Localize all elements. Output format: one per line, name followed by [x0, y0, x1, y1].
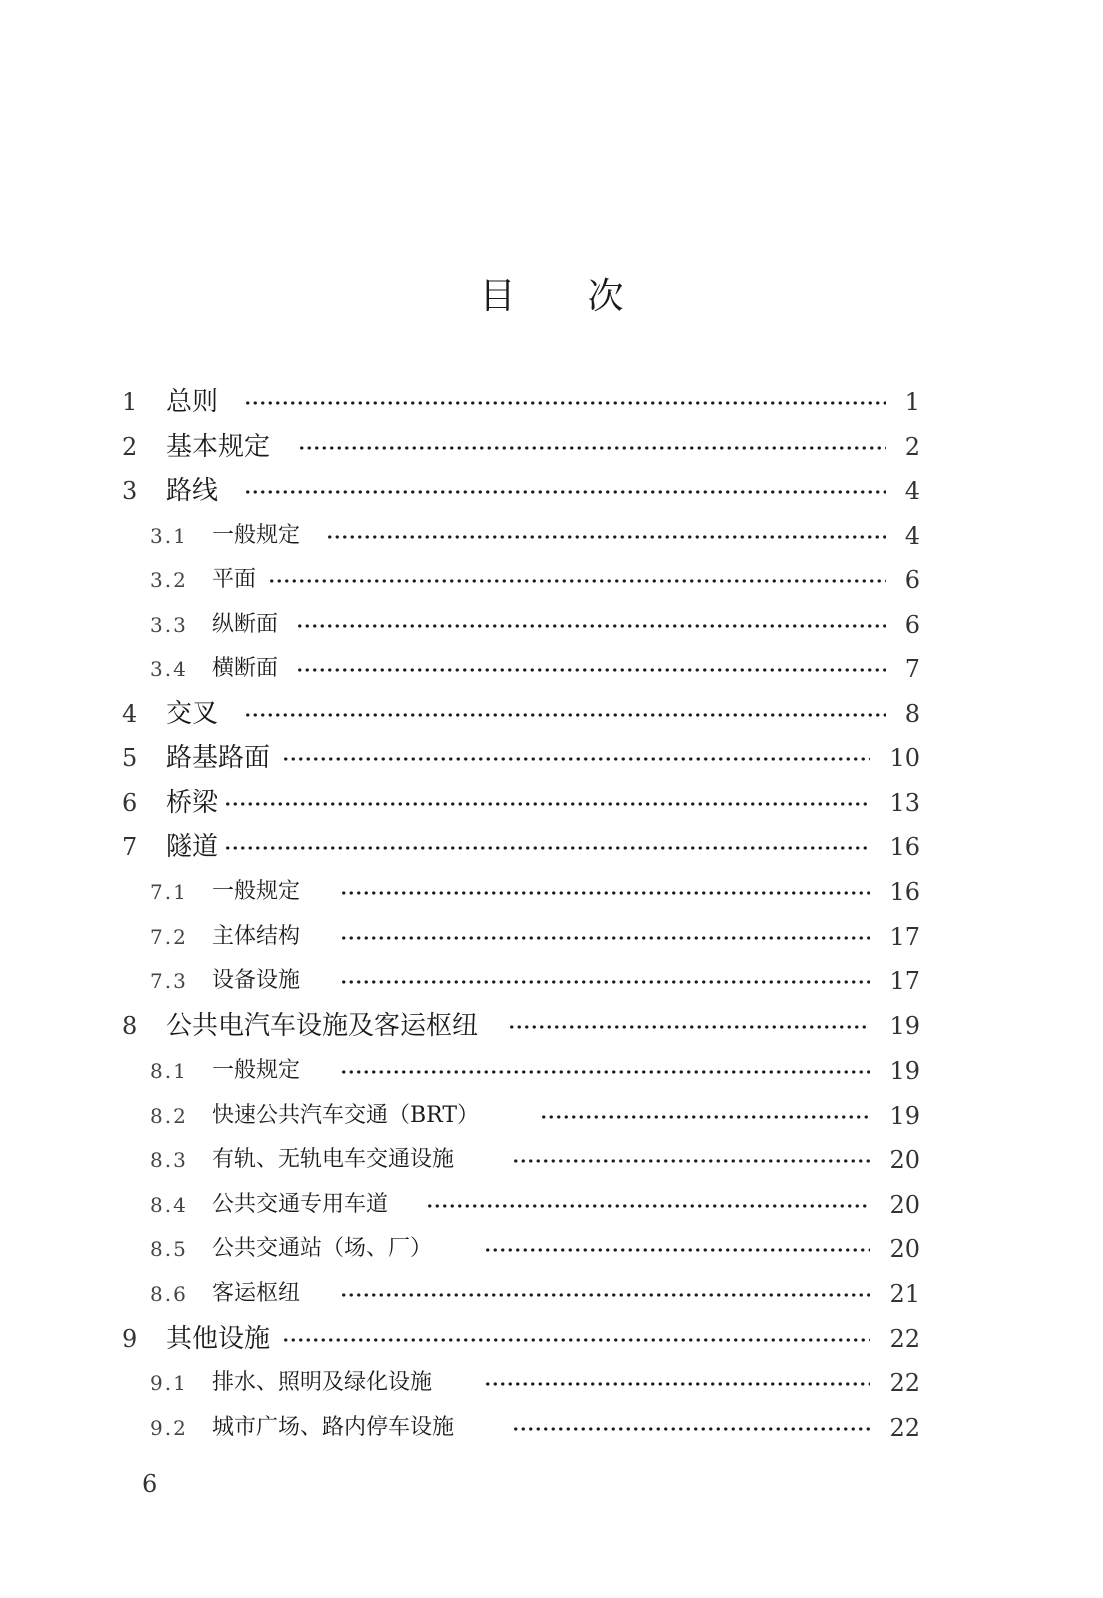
toc-entry[interactable]	[0, 1361, 1103, 1405]
dot-leader	[484, 1382, 870, 1386]
toc-entry-title: 公共交通专用车道	[212, 1192, 389, 1217]
toc-entry[interactable]	[0, 1317, 1103, 1361]
toc-entry-number: 5	[122, 744, 138, 772]
toc-entry-page: 1	[904, 388, 920, 416]
toc-entry-number: 8.1	[150, 1059, 188, 1083]
dot-leader	[512, 1159, 870, 1163]
toc-entry-page: 7	[904, 655, 920, 683]
toc-entry[interactable]	[0, 915, 1103, 959]
dot-leader	[340, 980, 870, 984]
dot-leader	[224, 802, 870, 806]
dot-leader	[298, 446, 886, 450]
toc-entry-title: 基本规定	[166, 432, 271, 462]
dot-leader	[340, 1070, 870, 1074]
toc-entry-page: 19	[889, 1057, 920, 1085]
toc-entry[interactable]	[0, 603, 1103, 647]
toc-entry[interactable]	[0, 825, 1103, 869]
toc-entry[interactable]	[0, 1406, 1103, 1450]
page-number: 6	[142, 1470, 158, 1498]
toc-entry-number: 2	[122, 433, 138, 461]
dot-leader	[244, 713, 886, 717]
toc-entry-page: 22	[889, 1325, 920, 1353]
toc-entry-page: 21	[889, 1280, 920, 1308]
dot-leader	[224, 846, 870, 850]
toc-entry-page: 20	[889, 1235, 920, 1263]
toc-entry[interactable]	[0, 1183, 1103, 1227]
dot-leader	[282, 1338, 870, 1342]
toc-entry-title: 排水、照明及绿化设施	[212, 1370, 433, 1395]
page-title-right: 次	[587, 276, 624, 317]
toc-entry-page: 20	[889, 1191, 920, 1219]
toc-entry-title: 主体结构	[212, 924, 301, 949]
toc-entry-number: 7.3	[150, 969, 188, 993]
toc-entry-title: 一般规定	[212, 1058, 301, 1083]
toc-entry-number: 8.2	[150, 1104, 188, 1128]
toc-entry[interactable]	[0, 736, 1103, 780]
toc-entry-title: 一般规定	[212, 523, 301, 548]
dot-leader	[244, 490, 886, 494]
toc-entry-number: 4	[122, 700, 138, 728]
toc-entry[interactable]	[0, 558, 1103, 602]
toc-entry-number: 8	[122, 1012, 138, 1040]
page-title	[0, 268, 1103, 319]
dot-leader	[296, 624, 886, 628]
dot-leader	[340, 891, 870, 895]
toc-entry[interactable]	[0, 692, 1103, 736]
toc-entry-number: 7.2	[150, 925, 188, 949]
toc-entry-page: 6	[904, 566, 920, 594]
toc-entry-title: 客运枢纽	[212, 1281, 301, 1306]
toc-entry[interactable]	[0, 1094, 1103, 1138]
toc-entry-page: 22	[889, 1414, 920, 1442]
toc-entry-title: 公共交通站（场、厂）	[212, 1236, 433, 1261]
toc-entry-number: 3	[122, 477, 138, 505]
toc-entry-title: 平面	[212, 567, 257, 592]
dot-leader	[340, 936, 870, 940]
toc-entry[interactable]	[0, 425, 1103, 469]
toc-entry-page: 10	[889, 744, 920, 772]
toc-entry-number: 8.4	[150, 1193, 188, 1217]
toc-entry[interactable]	[0, 647, 1103, 691]
toc-entry-number: 6	[122, 789, 138, 817]
toc-entry-page: 16	[889, 878, 920, 906]
toc-entry[interactable]	[0, 1049, 1103, 1093]
toc-entry-title: 交叉	[166, 699, 219, 729]
toc-entry-number: 9.1	[150, 1371, 188, 1395]
toc-entry-title: 隧道	[166, 832, 219, 862]
dot-leader	[512, 1427, 870, 1431]
toc-entry-title: 横断面	[212, 656, 279, 681]
toc-entry-number: 9	[122, 1325, 138, 1353]
toc-entry-title: 路基路面	[166, 743, 271, 773]
page-title-left: 目	[479, 276, 516, 317]
toc-entry-page: 22	[889, 1369, 920, 1397]
toc-entry[interactable]	[0, 1004, 1103, 1048]
toc-entry-number: 3.4	[150, 657, 188, 681]
toc-entry-title: 总则	[166, 387, 219, 417]
toc-entry[interactable]	[0, 514, 1103, 558]
toc-entry[interactable]	[0, 380, 1103, 424]
dot-leader	[282, 757, 870, 761]
toc-entry-page: 17	[889, 967, 920, 995]
toc-entry[interactable]	[0, 1138, 1103, 1182]
dot-leader	[244, 401, 886, 405]
dot-leader	[326, 535, 886, 539]
toc-entry[interactable]	[0, 781, 1103, 825]
toc-entry-number: 1	[122, 388, 138, 416]
dot-leader	[268, 579, 886, 583]
toc-entry-title: 纵断面	[212, 612, 279, 637]
toc-entry-number: 8.5	[150, 1237, 188, 1261]
toc-entry-page: 16	[889, 833, 920, 861]
toc-entry-title: 一般规定	[212, 879, 301, 904]
toc-entry-page: 19	[889, 1102, 920, 1130]
toc-entry-number: 7.1	[150, 880, 188, 904]
toc-entry-title: 设备设施	[212, 968, 301, 993]
toc-entry-title: 有轨、无轨电车交通设施	[212, 1147, 455, 1172]
toc-entry-title: 公共电汽车设施及客运枢纽	[166, 1011, 479, 1041]
dot-leader	[340, 1293, 870, 1297]
toc-entry-page: 20	[889, 1146, 920, 1174]
dot-leader	[426, 1204, 870, 1208]
toc-entry-number: 7	[122, 833, 138, 861]
toc-entry[interactable]	[0, 959, 1103, 1003]
toc-entry-number: 8.3	[150, 1148, 188, 1172]
toc-entry-page: 2	[904, 433, 920, 461]
toc-entry-number: 3.3	[150, 613, 188, 637]
dot-leader	[484, 1248, 870, 1252]
toc-entry-page: 19	[889, 1012, 920, 1040]
toc-entry-title: 快速公共汽车交通（BRT）	[212, 1103, 480, 1128]
toc-entry-number: 9.2	[150, 1416, 188, 1440]
toc-entry[interactable]	[0, 1272, 1103, 1316]
toc-entry-page: 8	[904, 700, 920, 728]
toc-entry-number: 3.1	[150, 524, 188, 548]
toc-entry-title: 其他设施	[166, 1324, 271, 1354]
toc-entry-number: 3.2	[150, 568, 188, 592]
toc-entry-title: 城市广场、路内停车设施	[212, 1415, 455, 1440]
toc-entry[interactable]	[0, 1227, 1103, 1271]
toc-entry-number: 8.6	[150, 1282, 188, 1306]
dot-leader	[296, 668, 886, 672]
toc-entry-page: 17	[889, 923, 920, 951]
dot-leader	[508, 1025, 870, 1029]
toc-entry-page: 4	[904, 522, 920, 550]
dot-leader	[540, 1115, 870, 1119]
toc-entry[interactable]	[0, 469, 1103, 513]
toc-entry-page: 6	[904, 611, 920, 639]
toc-entry-page: 13	[889, 789, 920, 817]
toc-entry-title: 路线	[166, 476, 219, 506]
toc-entry[interactable]	[0, 870, 1103, 914]
toc-entry-page: 4	[904, 477, 920, 505]
toc-entry-title: 桥梁	[166, 788, 219, 818]
